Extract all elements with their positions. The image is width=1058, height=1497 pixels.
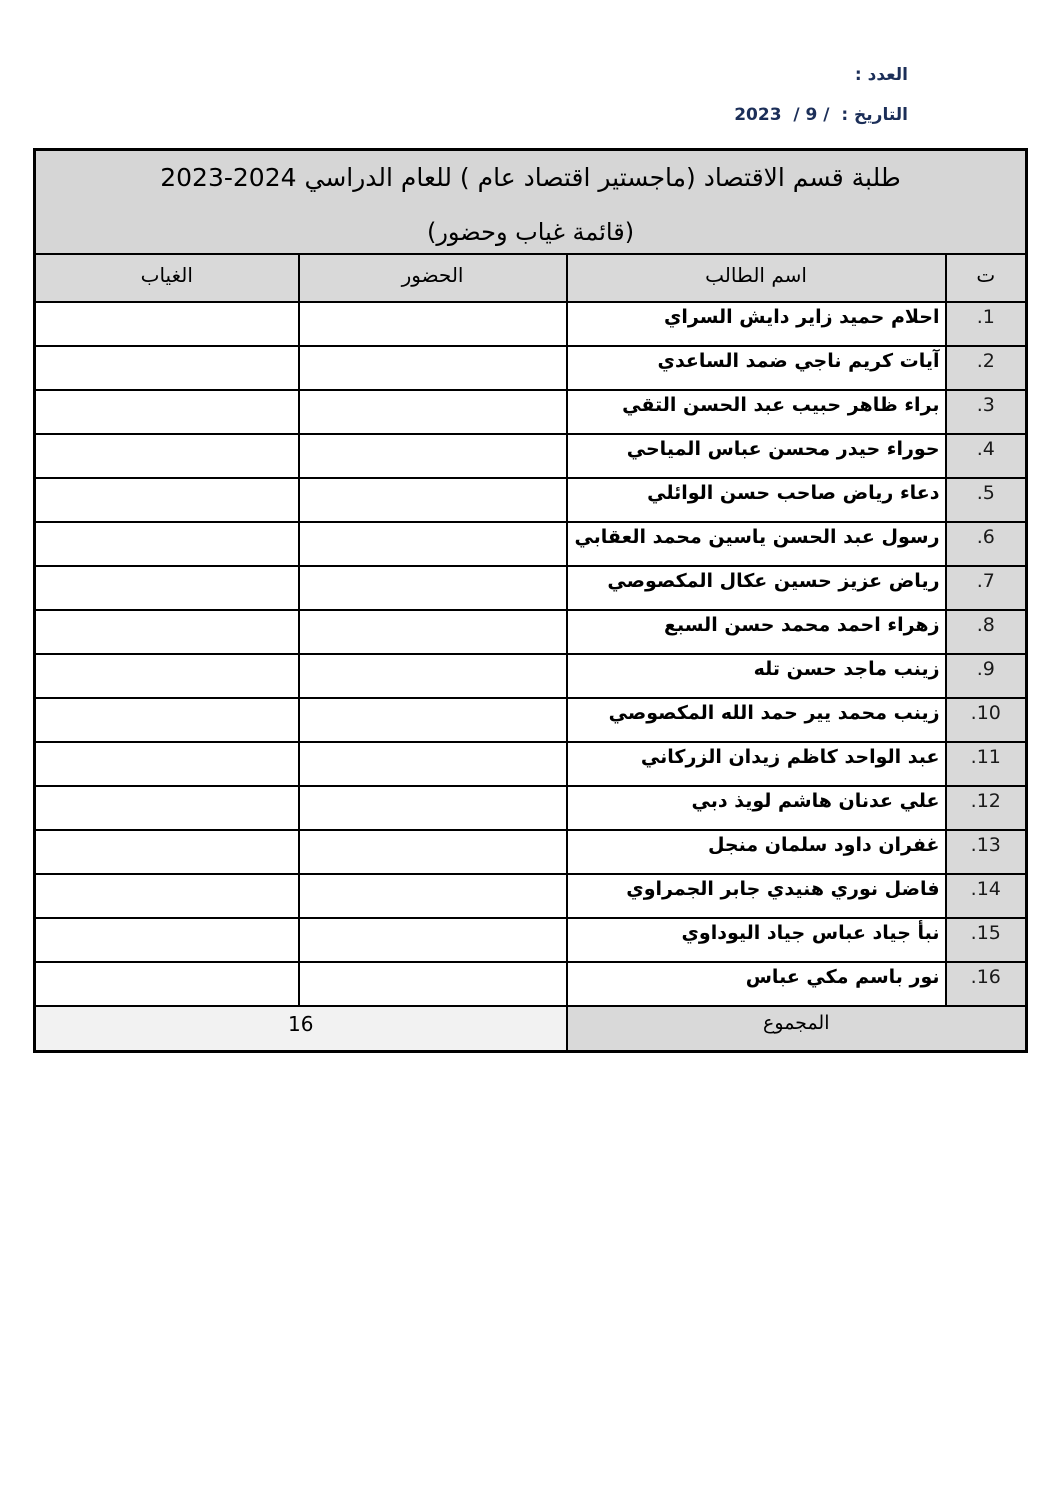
- student-row: [35, 346, 1027, 390]
- column-header-attendance: الحضور: [299, 254, 567, 302]
- attendance-cell: [299, 742, 567, 786]
- absence-cell: [35, 478, 299, 522]
- row-number: 6.: [946, 522, 1027, 566]
- student-name: دعاء رياض صاحب حسن الوائلي: [567, 478, 946, 522]
- absence-cell: [35, 654, 299, 698]
- title-line-2: (قائمة غياب وحضور): [426, 218, 635, 246]
- absence-cell: [35, 874, 299, 918]
- column-header-name: اسم الطالب: [567, 254, 946, 302]
- attendance-cell: [299, 786, 567, 830]
- attendance-cell: [299, 346, 567, 390]
- student-name: حوراء حيدر محسن عباس المياحي: [567, 434, 946, 478]
- student-row: [35, 742, 1027, 786]
- student-row: [35, 698, 1027, 742]
- attendance-cell: [299, 962, 567, 1006]
- student-row: [35, 786, 1027, 830]
- row-number: 5.: [946, 478, 1027, 522]
- student-name: غفران داود سلمان منجل: [567, 830, 946, 874]
- row-number: 3.: [946, 390, 1027, 434]
- attendance-cell: [299, 478, 567, 522]
- table-header-row: [35, 254, 1027, 302]
- row-number: 12.: [946, 786, 1027, 830]
- absence-cell: [35, 346, 299, 390]
- attendance-cell: [299, 522, 567, 566]
- total-label: المجموع: [567, 1006, 1027, 1052]
- student-rows: [35, 302, 1027, 1006]
- title-row: [35, 150, 1027, 254]
- attendance-cell: [299, 390, 567, 434]
- student-row: [35, 610, 1027, 654]
- date-label: التاريخ : / 9 / 2023: [734, 105, 908, 125]
- student-name: زينب محمد يير حمد الله المكصوصي: [567, 698, 946, 742]
- row-number: 4.: [946, 434, 1027, 478]
- row-number: 2.: [946, 346, 1027, 390]
- student-name: براء ظاهر حبيب عبد الحسن التقي: [567, 390, 946, 434]
- student-row: [35, 434, 1027, 478]
- attendance-cell: [299, 654, 567, 698]
- row-number: 15.: [946, 918, 1027, 962]
- student-row: [35, 918, 1027, 962]
- attendance-cell: [299, 918, 567, 962]
- attendance-cell: [299, 830, 567, 874]
- row-number: 9.: [946, 654, 1027, 698]
- number-label: العدد :: [854, 65, 908, 85]
- row-number: 14.: [946, 874, 1027, 918]
- student-row: [35, 478, 1027, 522]
- student-name: فاضل نوري هنيدي جابر الجمراوي: [567, 874, 946, 918]
- student-name: نبأ جياد عباس جياد اليوداوي: [567, 918, 946, 962]
- row-number: 8.: [946, 610, 1027, 654]
- total-row: [35, 1006, 1027, 1052]
- column-header-index: ت: [946, 254, 1027, 302]
- absence-cell: [35, 742, 299, 786]
- column-header-absence: الغياب: [35, 254, 299, 302]
- title-line-1: طلبة قسم الاقتصاد (ماجستير اقتصاد عام ) للعام الدراسي 2024-2023: [160, 163, 901, 192]
- student-row: [35, 654, 1027, 698]
- row-number: 10.: [946, 698, 1027, 742]
- row-number: 1.: [946, 302, 1027, 346]
- student-row: [35, 522, 1027, 566]
- student-name: رسول عبد الحسن ياسين محمد العقابي: [567, 522, 946, 566]
- row-number: 16.: [946, 962, 1027, 1006]
- attendance-cell: [299, 610, 567, 654]
- student-name: نور باسم مكي عباس: [567, 962, 946, 1006]
- absence-cell: [35, 610, 299, 654]
- student-row: [35, 830, 1027, 874]
- absence-cell: [35, 302, 299, 346]
- student-name: زهراء احمد محمد حسن السبع: [567, 610, 946, 654]
- table-title: [35, 150, 1027, 254]
- absence-cell: [35, 962, 299, 1006]
- student-row: [35, 302, 1027, 346]
- attendance-cell: [299, 698, 567, 742]
- student-name: آيات كريم ناجي ضمد الساعدي: [567, 346, 946, 390]
- attendance-cell: [299, 302, 567, 346]
- student-row: [35, 874, 1027, 918]
- absence-cell: [35, 434, 299, 478]
- attendance-cell: [299, 434, 567, 478]
- total-value: 16: [35, 1006, 567, 1052]
- attendance-cell: [299, 566, 567, 610]
- student-name: رياض عزيز حسين عكال المكصوصي: [567, 566, 946, 610]
- absence-cell: [35, 522, 299, 566]
- student-row: [35, 566, 1027, 610]
- row-number: 11.: [946, 742, 1027, 786]
- document-meta: [734, 55, 908, 135]
- absence-cell: [35, 830, 299, 874]
- absence-cell: [35, 698, 299, 742]
- absence-cell: [35, 566, 299, 610]
- attendance-cell: [299, 874, 567, 918]
- student-name: عبد الواحد كاظم زيدان الزركاني: [567, 742, 946, 786]
- absence-cell: [35, 918, 299, 962]
- absence-cell: [35, 786, 299, 830]
- student-name: علي عدنان هاشم لويذ دبي: [567, 786, 946, 830]
- student-row: [35, 390, 1027, 434]
- student-row: [35, 962, 1027, 1006]
- attendance-table: [33, 148, 1028, 1053]
- row-number: 7.: [946, 566, 1027, 610]
- absence-cell: [35, 390, 299, 434]
- student-name: زينب ماجد حسن تله: [567, 654, 946, 698]
- row-number: 13.: [946, 830, 1027, 874]
- student-name: احلام حميد زاير دايش السراي: [567, 302, 946, 346]
